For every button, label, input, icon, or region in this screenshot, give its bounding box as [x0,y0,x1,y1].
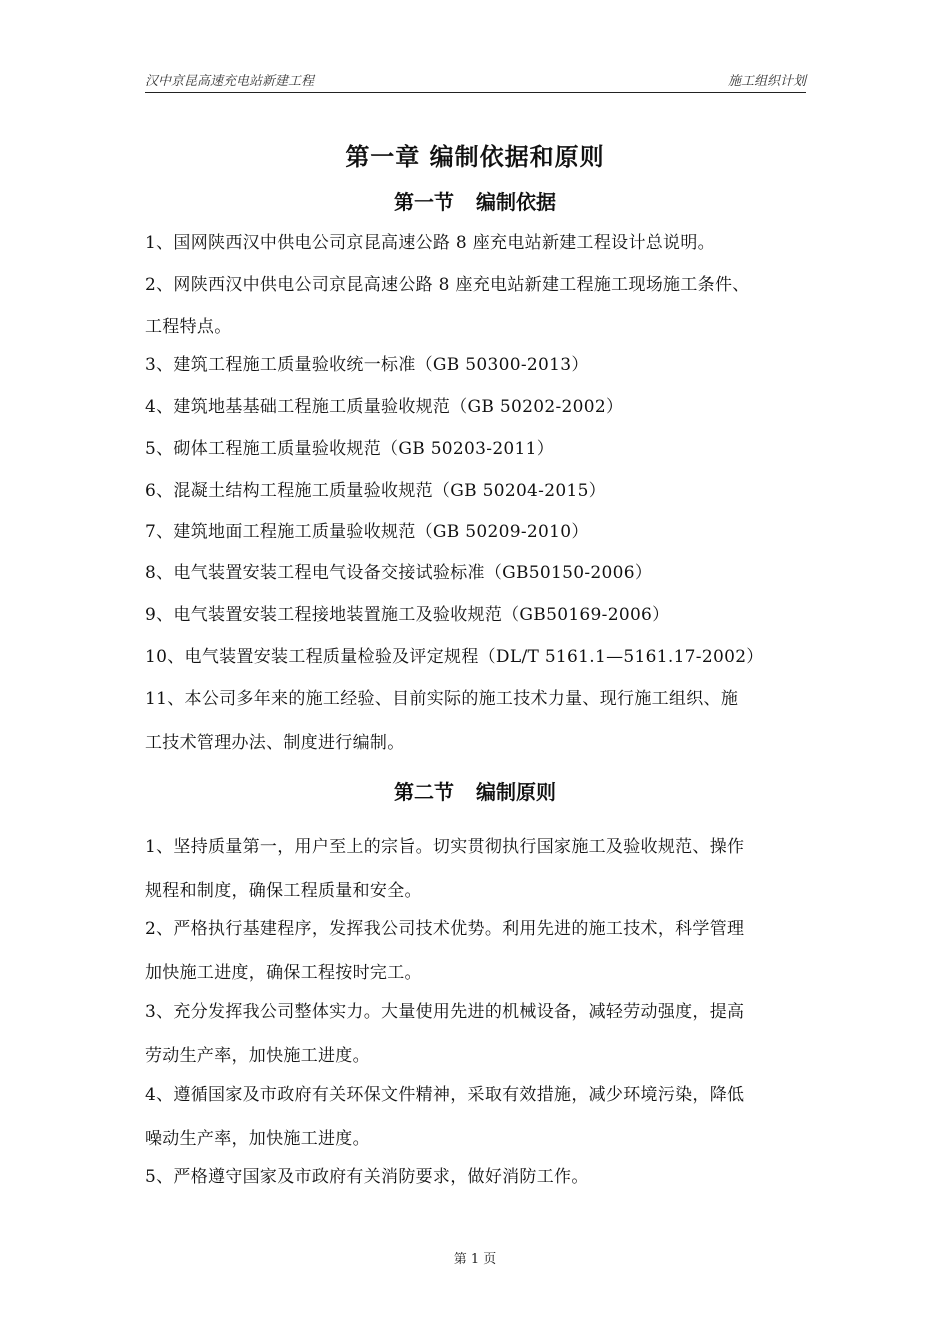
basis-item: 7、建筑地面工程施工质量验收规范（GB 50209-2010） [145,522,589,542]
basis-item-continuation: 工技术管理办法、制度进行编制。 [145,733,405,753]
principle-item-continuation: 劳动生产率，加快施工进度。 [145,1046,370,1066]
basis-item: 2、网陕西汉中供电公司京昆高速公路 8 座充电站新建工程施工现场施工条件、 [145,275,750,295]
chapter-title: 第一章 编制依据和原则 [345,142,605,171]
section-number: 第一节 [394,190,454,214]
basis-item: 3、建筑工程施工质量验收统一标准（GB 50300-2013） [145,355,589,375]
principle-item: 2、严格执行基建程序，发挥我公司技术优势。利用先进的施工技术，科学管理 [145,919,745,939]
basis-item: 9、电气装置安装工程接地装置施工及验收规范（GB50169-2006） [145,605,670,625]
basis-item: 10、电气装置安装工程质量检验及评定规程（DL/T 5161.1—5161.17-2002） [145,647,764,667]
basis-item: 11、本公司多年来的施工经验、目前实际的施工技术力量、现行施工组织、施 [145,689,739,709]
basis-item: 5、砌体工程施工质量验收规范（GB 50203-2011） [145,439,555,459]
basis-item-continuation: 工程特点。 [145,317,232,337]
basis-item: 6、混凝土结构工程施工质量验收规范（GB 50204-2015） [145,481,606,501]
basis-item: 8、电气装置安装工程电气设备交接试验标准（GB50150-2006） [145,563,653,583]
principle-item: 3、充分发挥我公司整体实力。大量使用先进的机械设备，减轻劳动强度，提高 [145,1002,745,1022]
page-number: 第 1 页 [453,1252,497,1267]
section-title: 编制原则 [476,780,556,804]
page-header [145,70,806,93]
header-document-type: 施工组织计划 [727,74,806,89]
principle-item-continuation: 噪动生产率，加快施工进度。 [145,1129,370,1149]
principle-item: 5、严格遵守国家及市政府有关消防要求，做好消防工作。 [145,1167,589,1187]
basis-item: 1、国网陕西汉中供电公司京昆高速公路 8 座充电站新建工程设计总说明。 [145,233,715,253]
section-heading-principles [0,776,950,805]
basis-item: 4、建筑地基基础工程施工质量验收规范（GB 50202-2002） [145,397,624,417]
principle-item-continuation: 加快施工进度，确保工程按时完工。 [145,963,422,983]
section-number: 第二节 [394,780,454,804]
principle-item: 1、坚持质量第一，用户至上的宗旨。切实贯彻执行国家施工及验收规范、操作 [145,837,745,857]
section-heading-basis [0,186,950,215]
header-project-name: 汉中京昆高速充电站新建工程 [145,74,315,89]
principle-item: 4、遵循国家及市政府有关环保文件精神，采取有效措施，减少环境污染，降低 [145,1085,745,1105]
principle-item-continuation: 规程和制度，确保工程质量和安全。 [145,881,422,901]
section-title: 编制依据 [476,190,556,214]
